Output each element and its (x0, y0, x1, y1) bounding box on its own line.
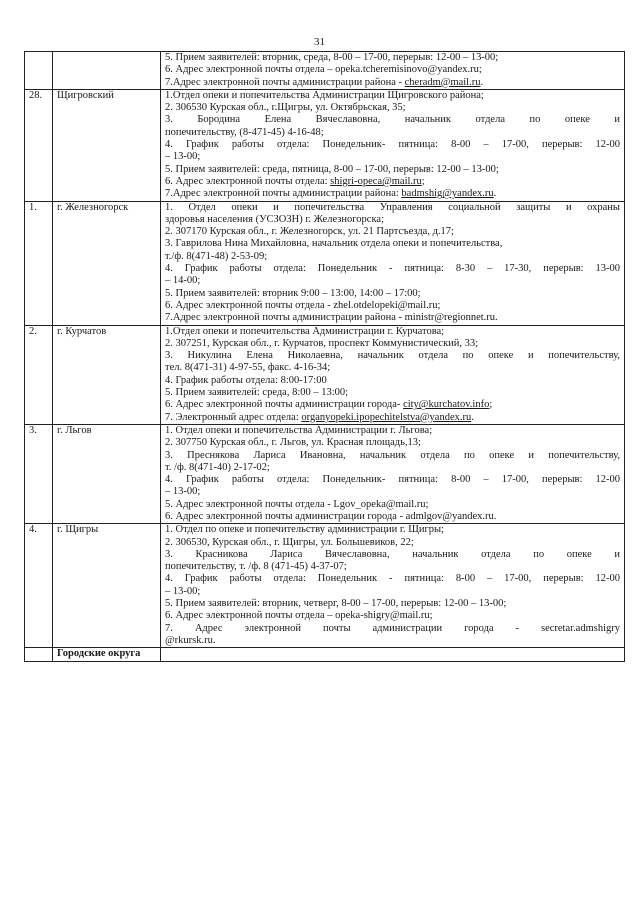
info-text: тел. 8(471-31) 4-97-55, факс. 4-16-34; (165, 362, 331, 374)
district-name-cell (53, 52, 161, 90)
info-line (165, 350, 620, 362)
guardianship-registry-table (24, 51, 625, 662)
info-line (165, 425, 620, 437)
info-text: 5. Прием заявителей: вторник, четверг, 8-00 – 17-00, перерыв: 12-00 – 13-00; (165, 598, 507, 610)
info-line (165, 412, 620, 424)
info-line (165, 573, 620, 585)
info-line (165, 537, 620, 549)
info-text: 1. Отдел опеки и попечительства Администрации г. Льгова; (165, 424, 433, 436)
info-text: 6. Адрес электронной почты администрации города- (165, 399, 404, 411)
row-number-cell (25, 524, 53, 648)
info-line (165, 474, 620, 486)
info-text: – 13-00; (165, 151, 201, 163)
info-text: 5. Прием заявителей: вторник 9:00 – 13:00, 14:00 – 17:00; (165, 287, 421, 299)
info-text: 5. Прием заявителей: среда, 8:00 – 13:00; (165, 387, 349, 399)
info-line (165, 90, 620, 102)
info-text: 2. 307170 Курская обл., г. Железногорск, ул. 21 Партсъезда, д.17; (165, 226, 454, 238)
info-line (165, 462, 620, 474)
row-number-cell (25, 201, 53, 325)
district-name: г. Щигры (57, 524, 99, 536)
row-number (29, 52, 48, 64)
info-line (165, 312, 620, 324)
info-line (165, 288, 620, 300)
info-text: @rkursk.ru. (165, 634, 216, 646)
table-row (25, 89, 625, 201)
info-text: 7.Адрес электронной почты администрации района - ministr@regionnet.ru. (165, 312, 498, 324)
info-text: 7.Адрес электронной почты администрации района: (165, 188, 402, 200)
info-text: здоровья населения (УСЗОЗН) г. Железногорска; (165, 213, 384, 225)
info-text: 4. График работы отдела: Понедельник- пятница: 8-00 – 17-00, перерыв: 12-00 (165, 139, 620, 151)
table-row (25, 325, 625, 424)
info-line (165, 362, 620, 374)
district-name: г. Железногорск (57, 201, 129, 213)
info-line (165, 202, 620, 214)
info-text: 6. Адрес электронной почты отдела: (165, 175, 331, 187)
info-text: 5. Адрес электронной почты отдела - Lgov_opeka@mail.ru; (165, 498, 429, 510)
info-text: 2. 306530, Курская обл., г. Щигры, ул. Большевиков, 22; (165, 536, 414, 548)
info-line (165, 139, 620, 151)
row-number (29, 648, 48, 660)
info-line (165, 176, 620, 188)
department-info-cell (161, 524, 625, 648)
table-row (25, 201, 625, 325)
row-number-cell (25, 89, 53, 201)
info-line (165, 610, 620, 622)
info-line (165, 127, 620, 139)
table-row (25, 424, 625, 523)
info-text: – 14-00; (165, 275, 201, 287)
info-line (165, 623, 620, 635)
table-row (25, 648, 625, 661)
info-text: 6. Адрес электронной почты отдела – opeka.tcheremisinovo@yandex.ru; (165, 64, 482, 76)
email-link[interactable]: organyopeki.ipopechitelstva@yandex.ru (301, 411, 472, 423)
info-text: 3. Красникова Лариса Вячеславовна, начальник отдела по опеке и (165, 548, 620, 560)
info-line (165, 251, 620, 263)
info-text: 7.Адрес электронной почты администрации района - (165, 76, 405, 88)
department-info-cell (161, 325, 625, 424)
info-text: 6. Адрес электронной почты отдела - zhel.otdelopeki@mail.ru; (165, 299, 441, 311)
info-line (165, 387, 620, 399)
email-link[interactable]: city@kurchatov.info (403, 399, 490, 411)
info-text: 2. 307750 Курская обл., г. Льгов, ул. Красная площадь,13; (165, 437, 421, 449)
section-heading: Городские округа (57, 648, 141, 660)
info-text: 3. Гаврилова Нина Михайловна, начальник отдела опеки и попечительства, (165, 238, 503, 250)
info-line (165, 635, 620, 647)
empty-line (165, 648, 620, 660)
row-number-cell (25, 325, 53, 424)
page-number: 31 (314, 36, 325, 48)
district-name-cell (53, 524, 161, 648)
district-name-cell (53, 201, 161, 325)
district-name (57, 52, 156, 64)
row-number: 4. (29, 524, 37, 536)
info-text: попечительству, т. /ф. 8 (471-45) 4-37-07; (165, 561, 347, 573)
info-text: 3. Никулина Елена Николаевна, начальник отдела по опеке и попечительству, (165, 350, 620, 362)
info-line (165, 275, 620, 287)
email-link[interactable]: shigri-opeca@mail.ru (330, 175, 422, 187)
info-line (165, 586, 620, 598)
info-text: 7. Адрес электронной почты администрации города - secretar.admshigry (165, 622, 620, 634)
district-name: Щигровский (57, 89, 114, 101)
row-number: 3. (29, 424, 37, 436)
district-name-cell (53, 648, 161, 661)
info-text: – 13-00; (165, 585, 201, 597)
district-name-cell (53, 424, 161, 523)
table-row (25, 52, 625, 90)
row-number: 1. (29, 201, 37, 213)
row-number: 2. (29, 325, 37, 337)
department-info-cell (161, 424, 625, 523)
info-line (165, 499, 620, 511)
row-number-cell (25, 52, 53, 90)
table-row (25, 524, 625, 648)
info-line (165, 151, 620, 163)
info-line (165, 399, 620, 411)
department-info-cell (161, 89, 625, 201)
info-line (165, 263, 620, 275)
district-name: г. Льгов (57, 424, 92, 436)
info-line (165, 114, 620, 126)
department-info-cell (161, 201, 625, 325)
info-line (165, 64, 620, 76)
info-text-tail: ; (421, 175, 425, 187)
info-text: т. /ф. 8(471-40) 2-17-02; (165, 461, 270, 473)
info-line (165, 524, 620, 536)
info-text: 7. Электронный адрес отдела: (165, 411, 302, 423)
district-name-cell (53, 325, 161, 424)
info-line (165, 561, 620, 573)
row-number-cell (25, 424, 53, 523)
info-text: 6. Адрес электронной почты отдела – opeka-shigry@mail.ru; (165, 610, 433, 622)
info-text: – 13-00; (165, 486, 201, 498)
email-link[interactable]: cheradm@mail.ru (404, 76, 481, 88)
info-text: попечительству, (8-471-45) 4-16-48; (165, 126, 324, 138)
info-line (165, 102, 620, 114)
row-number: 28. (29, 89, 43, 101)
info-text: 3. Преснякова Лариса Ивановна, начальник отдела по опеке и попечительству, (165, 449, 620, 461)
info-line (165, 300, 620, 312)
info-text: 4. График работы отдела: Понедельник - пятница: 8-00 – 17-00, перерыв: 12-00 (165, 573, 620, 585)
info-line (165, 437, 620, 449)
info-line (165, 214, 620, 226)
info-text: 4. График работы отдела: 8:00-17:00 (165, 374, 327, 386)
info-line (165, 338, 620, 350)
info-text: 2. 306530 Курская обл., г.Щигры, ул. Октябрьская, 35; (165, 102, 406, 114)
department-info-cell (161, 52, 625, 90)
info-text: 1.Отдел опеки и попечительства Администрации Щигровского района; (165, 89, 484, 101)
info-text: 5. Прием заявителей: среда, пятница, 8-00 – 17-00, перерыв: 12-00 – 13-00; (165, 163, 499, 175)
info-text: 1.Отдел опеки и попечительства Администрации г. Курчатова; (165, 325, 445, 337)
info-text-tail: . (471, 411, 474, 423)
info-line (165, 52, 620, 64)
info-text: 4. График работы отдела: Понедельник- пятница: 8-00 – 17-00, перерыв: 12-00 (165, 474, 620, 486)
row-number-cell (25, 648, 53, 661)
info-line (165, 77, 620, 89)
info-line (165, 486, 620, 498)
info-text: 6. Адрес электронной почты администрации города - admlgov@yandex.ru. (165, 510, 497, 522)
info-text-tail: . (493, 188, 497, 200)
info-line (165, 375, 620, 387)
info-text: 4. График работы отдела: Понедельник - пятница: 8-30 – 17-30, перерыв: 13-00 (165, 263, 620, 275)
info-line (165, 164, 620, 176)
info-text-tail: . (480, 76, 484, 88)
info-text: 5. Прием заявителей: вторник, среда, 8-00 – 17-00, перерыв: 12-00 – 13-00; (165, 52, 499, 63)
info-text: 3. Бородина Елена Вячеславовна, начальник отдела по опеке и (165, 114, 620, 126)
district-name-cell (53, 89, 161, 201)
info-text-tail: ; (489, 399, 493, 411)
info-text: 1. Отдел опеки и попечительства Управления социальной защиты и охраны (165, 201, 620, 213)
info-line (165, 226, 620, 238)
info-line (165, 450, 620, 462)
district-name: г. Курчатов (57, 325, 107, 337)
info-line (165, 326, 620, 338)
info-line (165, 511, 620, 523)
email-link[interactable]: badmshig@yandex.ru (401, 188, 494, 200)
info-line (165, 188, 620, 200)
department-info-cell (161, 648, 625, 661)
info-line (165, 598, 620, 610)
info-line (165, 238, 620, 250)
info-text: 2. 307251, Курская обл., г. Курчатов, проспект Коммунистический, 33; (165, 337, 479, 349)
info-text: т./ф. 8(471-48) 2-53-09; (165, 250, 268, 262)
info-line (165, 549, 620, 561)
info-text: 1. Отдел по опеке и попечительству администрации г. Щигры; (165, 524, 444, 536)
